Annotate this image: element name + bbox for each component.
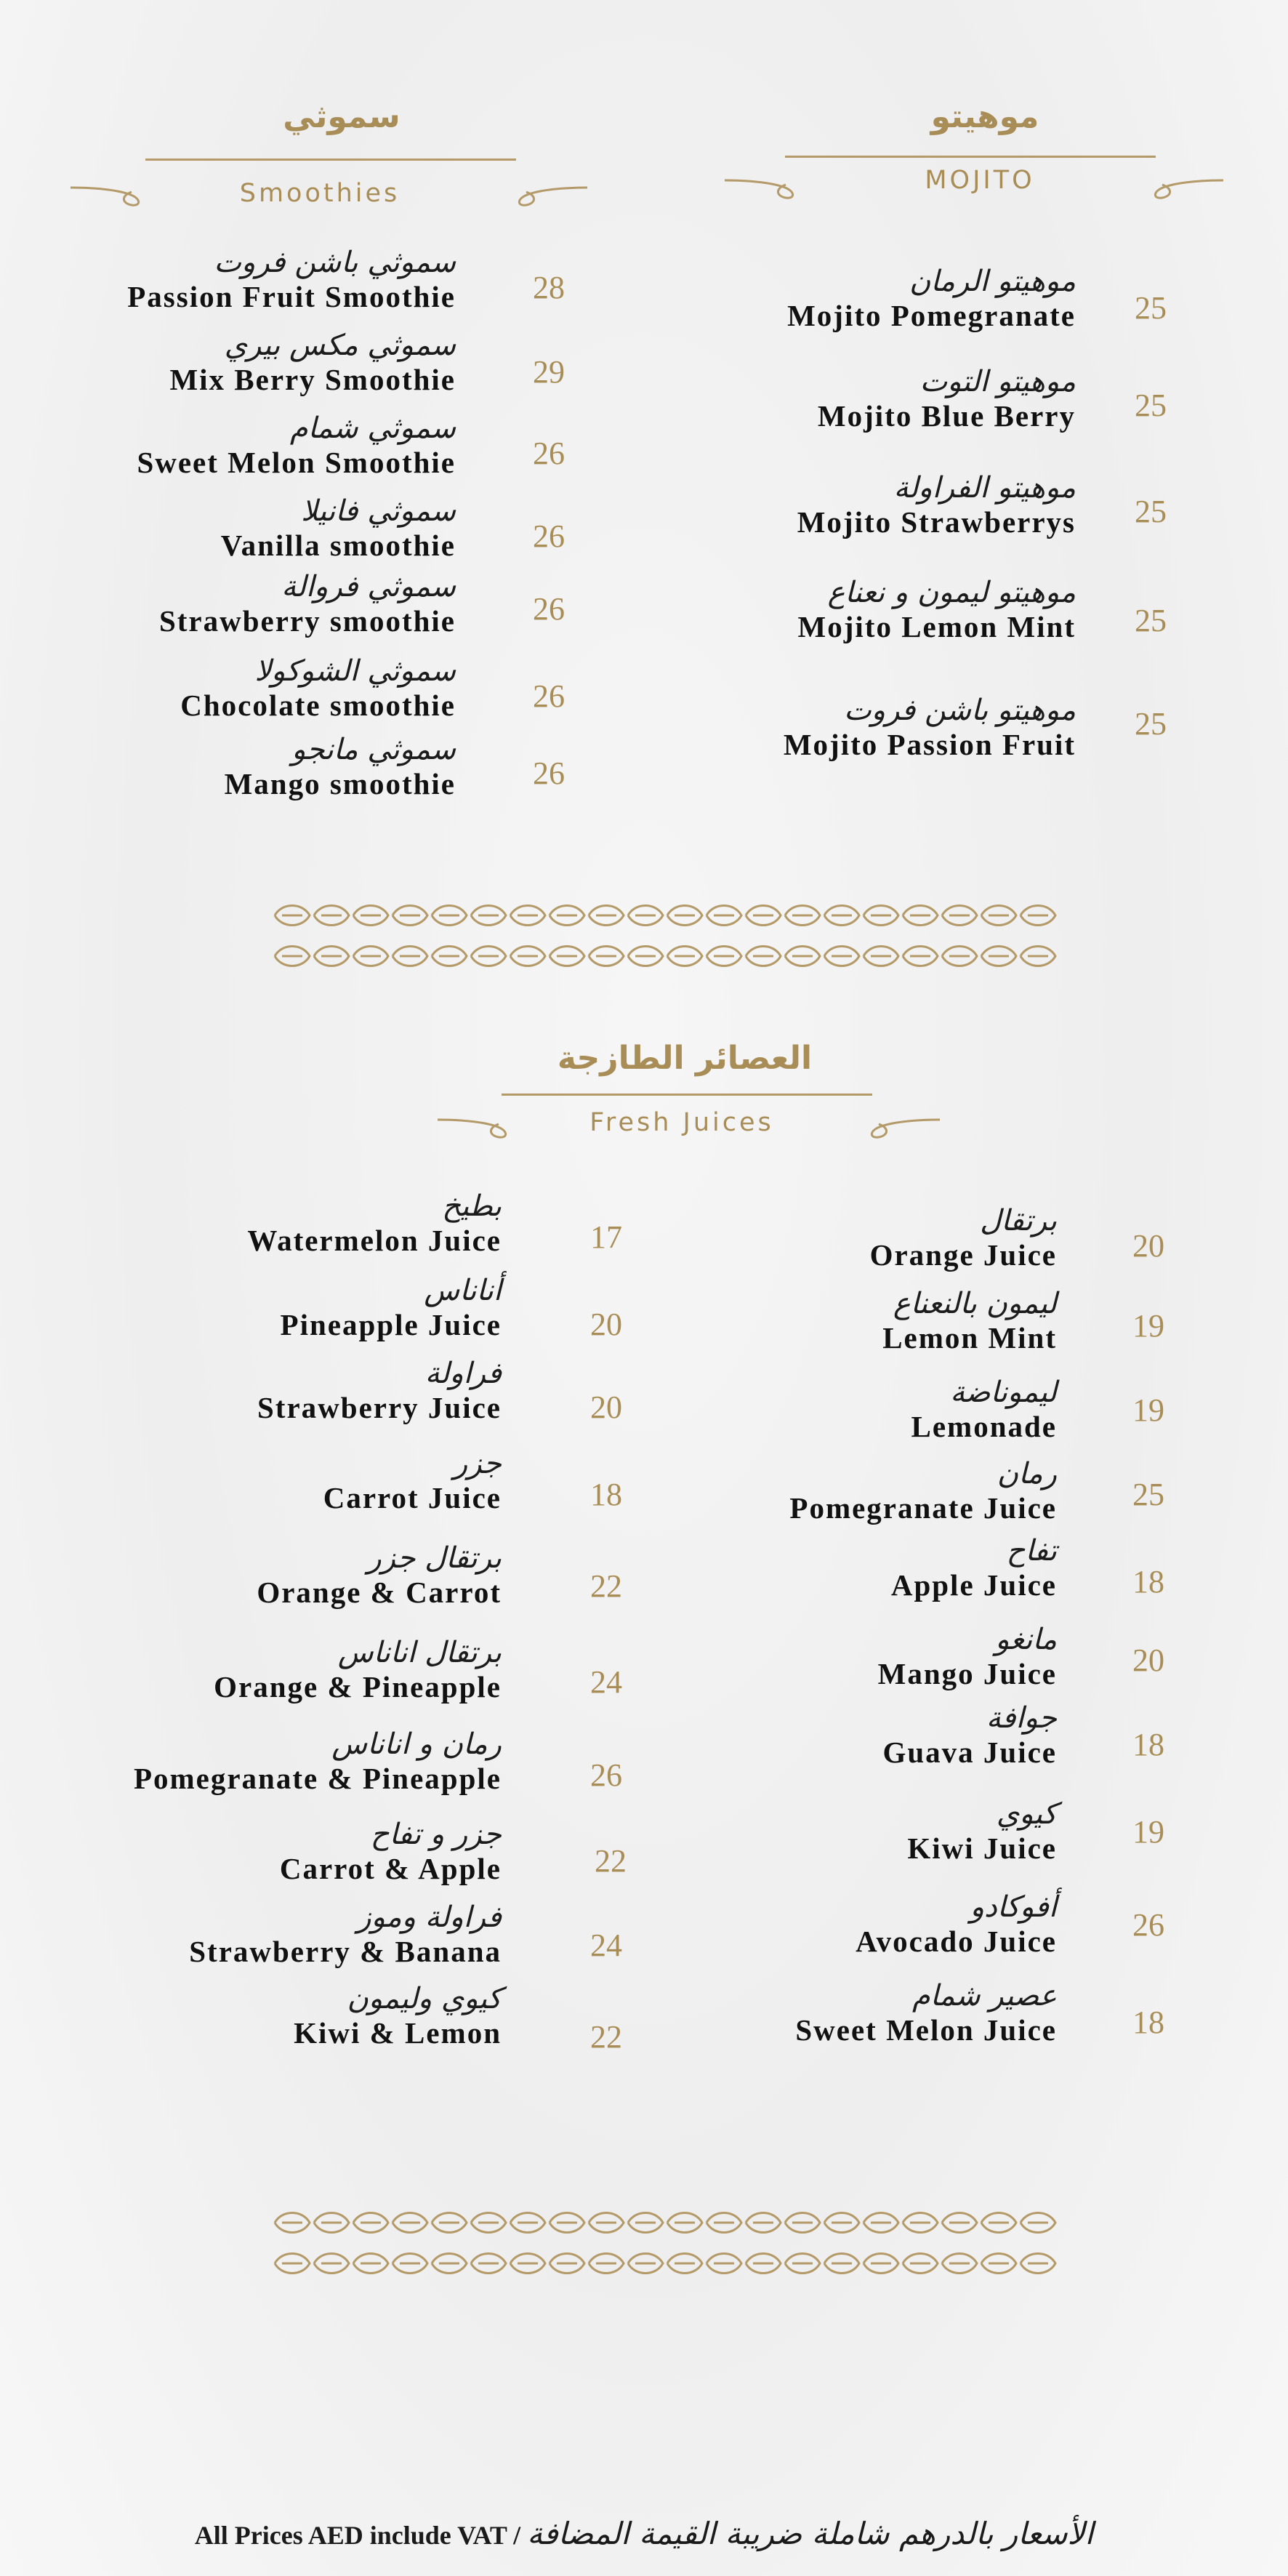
menu-item [257, 1357, 502, 1425]
menu-item [214, 1636, 502, 1704]
menu-item [856, 1890, 1057, 1959]
leaf-icon [471, 947, 506, 966]
leaf-icon [471, 2254, 506, 2274]
item-name-en: Sweet Melon Juice [795, 2013, 1057, 2047]
leaf-icon [864, 2254, 898, 2274]
mojito-title-en: MOJITO [925, 166, 1035, 195]
leaf-icon [510, 947, 545, 966]
leaf-icon [1021, 2213, 1055, 2233]
leaf-icon [864, 2213, 898, 2233]
leaf-icon [667, 2254, 702, 2274]
menu-item [798, 576, 1076, 644]
menu-item [225, 733, 456, 801]
item-name-en: Chocolate smoothie [180, 689, 456, 722]
leaf-icon [824, 947, 859, 966]
leaf-icon [432, 906, 467, 926]
item-name-en: Pineapple Juice [280, 1308, 502, 1341]
item-price: 19 [1132, 1814, 1164, 1850]
item-price: 26 [533, 591, 565, 627]
leaf-icon [942, 2254, 977, 2274]
leaf-icon [667, 947, 702, 966]
menu-item [787, 265, 1076, 333]
price-note-ar: الأسعار بالدرهم شاملة ضريبة القيمة المضافة [527, 2516, 1094, 2551]
leaf-icon [746, 2213, 781, 2233]
item-price: 26 [533, 518, 565, 554]
item-price: 22 [595, 1843, 627, 1879]
leaf-icon [981, 2254, 1016, 2274]
item-price: 28 [533, 270, 565, 305]
leaf-icon [667, 2213, 702, 2233]
item-name-ar: فراولة [424, 1357, 502, 1390]
leaf-icon [314, 947, 349, 966]
item-name-ar: سموثي مانجو [291, 733, 456, 766]
leaf-icon [314, 906, 349, 926]
item-name-ar: سموثي الشوكولا [254, 654, 456, 688]
item-price: 25 [1135, 388, 1167, 423]
menu-item [784, 694, 1076, 762]
leaf-icon [707, 947, 741, 966]
item-name-en: Strawberry smoothie [158, 604, 456, 638]
smoothies-rule [145, 159, 516, 161]
leaf-icon [550, 2254, 584, 2274]
item-price: 25 [1135, 603, 1167, 638]
item-price: 19 [1132, 1308, 1164, 1344]
left-flourish-icon [69, 179, 149, 208]
item-price: 18 [1132, 1564, 1164, 1600]
juices-title-ar: العصائر الطازجة [557, 1040, 813, 1077]
item-price: 26 [533, 678, 565, 714]
item-name-en: Pomegranate & Pineapple [133, 1762, 502, 1795]
leaf-icon [589, 906, 624, 926]
item-name-en: Kiwi & Lemon [294, 2016, 502, 2050]
item-name-ar: سموثي فروالة [281, 570, 456, 603]
leaf-icon [432, 2254, 467, 2274]
menu-item [907, 1797, 1057, 1866]
leaf-icon [746, 906, 781, 926]
item-name-en: Mix Berry Smoothie [169, 363, 456, 396]
item-name-en: Mojito Lemon Mint [797, 610, 1076, 643]
item-name-en: Apple Juice [890, 1568, 1057, 1602]
item-name-en: Strawberry & Banana [189, 1935, 502, 1968]
item-name-ar: ليموناضة [950, 1376, 1057, 1409]
leaf-icon [1021, 947, 1055, 966]
leaf-icon [981, 2213, 1016, 2233]
item-name-ar: كيوي وليمون [347, 1982, 502, 2015]
smoothies-title-en: Smoothies [239, 179, 401, 208]
leaf-icon [628, 947, 663, 966]
item-name-ar: بطيخ [442, 1189, 502, 1223]
leaf-icon [510, 2213, 545, 2233]
leaf-icon [393, 906, 427, 926]
leaf-icon [785, 2213, 820, 2233]
item-price: 26 [533, 436, 565, 471]
item-price: 20 [590, 1307, 622, 1342]
item-name-en: Carrot Juice [323, 1481, 502, 1514]
menu-item [911, 1376, 1058, 1444]
item-price: 25 [1135, 290, 1167, 326]
item-name-ar: رمان [997, 1457, 1057, 1490]
price-note [0, 2516, 1288, 2551]
item-price: 18 [1132, 2005, 1164, 2040]
leaf-icon [1021, 906, 1055, 926]
leaf-icon [353, 2213, 388, 2233]
leaf-icon [903, 906, 938, 926]
item-price: 26 [1132, 1907, 1164, 1943]
item-name-en: Sweet Melon Smoothie [137, 446, 456, 479]
item-name-ar: كيوي [996, 1797, 1057, 1831]
leaf-icon [314, 2213, 349, 2233]
item-price: 24 [590, 1927, 622, 1963]
item-price: 18 [1132, 1727, 1164, 1762]
leaf-icon [746, 2254, 781, 2274]
menu-item [294, 1982, 502, 2050]
leaf-icon [942, 906, 977, 926]
item-name-ar: موهيتو ليمون و نعناع [827, 576, 1076, 609]
leaf-icon [432, 947, 467, 966]
item-price: 25 [1135, 706, 1167, 742]
leaf-icon [510, 2254, 545, 2274]
leaf-icon [903, 2254, 938, 2274]
leaf-icon [314, 2254, 349, 2274]
item-name-en: Lemon Mint [882, 1321, 1057, 1355]
leaf-icon [824, 906, 859, 926]
item-name-ar: سموثي باشن فروت [214, 246, 456, 279]
leaf-icon [1021, 2254, 1055, 2274]
item-name-ar: موهيتو الرمان [909, 265, 1076, 298]
item-price: 26 [590, 1757, 622, 1793]
leaf-icon [667, 906, 702, 926]
menu-item [281, 1274, 502, 1342]
menu-item [818, 365, 1076, 433]
leaf-icon [589, 947, 624, 966]
item-name-en: Passion Fruit Smoothie [127, 280, 456, 313]
leaf-icon [550, 2213, 584, 2233]
leaf-icon [275, 2254, 310, 2274]
juices-title-en: Fresh Juices [589, 1108, 774, 1137]
item-price: 20 [1132, 1228, 1164, 1264]
item-name-ar: موهيتو باشن فروت [844, 694, 1076, 727]
item-price: 29 [533, 354, 565, 390]
menu-item [795, 1979, 1057, 2047]
leaf-icon [471, 906, 506, 926]
menu-item [257, 1541, 502, 1610]
right-flourish-icon [1145, 172, 1225, 201]
leaf-icon [589, 2254, 624, 2274]
menu-item [159, 570, 456, 638]
leaf-icon [353, 947, 388, 966]
leaf-icon [903, 2213, 938, 2233]
juices-rule [502, 1094, 872, 1096]
menu-item [280, 1818, 502, 1886]
item-name-ar: تفاح [1006, 1534, 1057, 1568]
leaf-icon [903, 947, 938, 966]
menu-item [797, 471, 1076, 539]
leaf-icon [785, 2254, 820, 2274]
item-name-en: Avocado Juice [856, 1925, 1057, 1958]
item-price: 22 [590, 2019, 622, 2055]
leaf-icon [471, 2213, 506, 2233]
menu-item [189, 1901, 502, 1969]
item-name-ar: موهيتو الفراولة [893, 471, 1076, 505]
menu-item [247, 1189, 502, 1258]
item-name-en: Pomegranate Juice [789, 1491, 1057, 1525]
item-name-ar: عصير شمام [911, 1979, 1057, 2013]
item-price: 26 [533, 755, 565, 791]
item-price: 24 [590, 1664, 622, 1700]
item-name-ar: برتقال [980, 1204, 1057, 1237]
item-name-ar: أناناس [424, 1274, 502, 1307]
leaf-ornament-divider [273, 2203, 1065, 2283]
leaf-icon [942, 947, 977, 966]
leaf-icon [785, 947, 820, 966]
leaf-icon [981, 947, 1016, 966]
menu-item [789, 1457, 1057, 1525]
item-name-ar: سموثي مكس بيري [224, 329, 456, 362]
menu-item [878, 1623, 1057, 1691]
item-name-ar: سموثي شمام [289, 412, 456, 445]
mojito-rule [785, 156, 1156, 158]
item-price: 22 [590, 1568, 622, 1604]
smoothies-title-ar: سموثي [283, 98, 401, 135]
item-name-en: Orange & Pineapple [214, 1670, 502, 1704]
item-name-ar: رمان و اناناس [331, 1728, 502, 1761]
item-price: 20 [1132, 1642, 1164, 1678]
menu-item [882, 1701, 1057, 1770]
menu-item [134, 1728, 502, 1796]
leaf-icon [864, 947, 898, 966]
item-name-ar: أفوكادو [970, 1890, 1057, 1924]
leaf-icon [589, 2213, 624, 2233]
leaf-icon [628, 906, 663, 926]
item-name-ar: جزر و تفاح [370, 1818, 502, 1851]
leaf-icon [707, 906, 741, 926]
menu-item [221, 494, 456, 563]
item-price: 20 [590, 1389, 622, 1425]
leaf-icon [746, 947, 781, 966]
item-name-en: Mojito Pomegranate [787, 299, 1076, 332]
item-name-en: Vanilla smoothie [220, 529, 456, 562]
leaf-icon [550, 947, 584, 966]
menu-item [882, 1287, 1057, 1355]
leaf-icon [393, 2213, 427, 2233]
item-name-en: Orange Juice [869, 1238, 1057, 1272]
leaf-icon [393, 2254, 427, 2274]
menu-item [127, 246, 456, 314]
item-name-ar: فراولة وموز [357, 1901, 502, 1934]
item-price: 18 [590, 1477, 622, 1512]
leaf-icon [824, 2213, 859, 2233]
leaf-icon [275, 947, 310, 966]
leaf-icon [275, 906, 310, 926]
leaf-icon [353, 2254, 388, 2274]
menu-item [169, 329, 456, 397]
leaf-icon [510, 906, 545, 926]
leaf-icon [824, 2254, 859, 2274]
leaf-icon [353, 906, 388, 926]
leaf-icon [550, 906, 584, 926]
item-name-en: Strawberry Juice [257, 1391, 502, 1424]
item-name-en: Lemonade [911, 1410, 1057, 1443]
menu-item [137, 412, 456, 480]
item-name-en: Mojito Blue Berry [817, 399, 1076, 433]
leaf-icon [707, 2213, 741, 2233]
leaf-icon [628, 2213, 663, 2233]
item-name-en: Watermelon Juice [247, 1224, 502, 1257]
item-price: 25 [1135, 494, 1167, 529]
item-price: 19 [1132, 1392, 1164, 1428]
price-note-en: All Prices AED include VAT / [194, 2521, 521, 2550]
menu-item [323, 1447, 502, 1515]
item-name-ar: سموثي فانيلا [301, 494, 456, 528]
menu-item [180, 654, 456, 723]
item-name-ar: موهيتو التوت [919, 365, 1076, 398]
item-name-ar: مانغو [995, 1623, 1057, 1656]
item-name-en: Kiwi Juice [907, 1831, 1057, 1865]
item-name-en: Guava Juice [882, 1736, 1057, 1769]
leaf-icon [785, 906, 820, 926]
leaf-icon [864, 906, 898, 926]
leaf-icon [707, 2254, 741, 2274]
item-name-en: Orange & Carrot [257, 1576, 502, 1609]
item-name-ar: جزر [453, 1447, 502, 1480]
left-flourish-icon [723, 172, 803, 201]
leaf-icon [628, 2254, 663, 2274]
item-name-ar: برتقال جزر [367, 1541, 502, 1575]
mojito-title-ar: موهيتو [930, 98, 1039, 135]
item-name-ar: جوافة [986, 1701, 1057, 1735]
leaf-icon [981, 906, 1016, 926]
leaf-icon [393, 947, 427, 966]
item-name-ar: برتقال اناناس [337, 1636, 502, 1669]
left-flourish-icon [436, 1111, 516, 1140]
item-name-en: Mango Juice [877, 1657, 1057, 1690]
leaf-ornament-divider [273, 896, 1065, 976]
menu-item [891, 1534, 1057, 1602]
menu-item [870, 1204, 1057, 1272]
item-name-en: Mango smoothie [224, 767, 456, 801]
item-name-en: Carrot & Apple [279, 1852, 502, 1885]
item-name-en: Mojito Passion Fruit [783, 728, 1076, 761]
item-price: 17 [590, 1219, 622, 1255]
leaf-icon [432, 2213, 467, 2233]
item-name-en: Mojito Strawberrys [797, 505, 1076, 539]
item-name-ar: ليمون بالنعناع [893, 1287, 1057, 1320]
item-price: 25 [1132, 1477, 1164, 1512]
right-flourish-icon [861, 1111, 941, 1140]
right-flourish-icon [509, 179, 589, 208]
leaf-icon [942, 2213, 977, 2233]
leaf-icon [275, 2213, 310, 2233]
